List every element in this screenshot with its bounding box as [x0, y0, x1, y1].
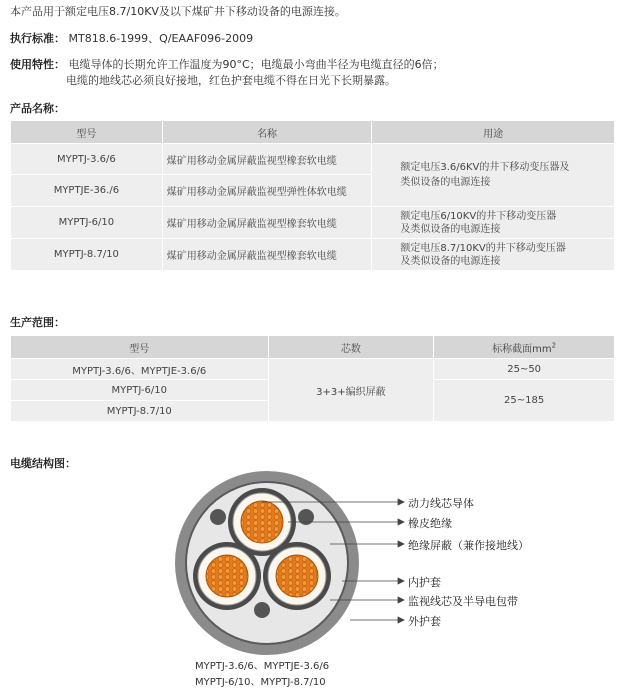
table-row	[11, 207, 615, 239]
range-cores: 3+3+编织屏蔽	[268, 359, 434, 422]
range-model: MYPTJ-3.6/6、MYPTJE-3.6/6	[11, 359, 269, 380]
product-model: MYPTJ-3.6/6	[11, 144, 163, 175]
product-name: 煤矿用移动金属屏蔽监视型橡套软电缆	[162, 144, 372, 175]
product-use	[372, 239, 615, 271]
label-monitor-core: 监视线芯及半导电包带	[408, 595, 518, 608]
product-table-header	[11, 121, 615, 144]
product-name: 煤矿用移动金属屏蔽监视型弹性体软电缆	[162, 175, 372, 207]
table-row	[11, 144, 615, 175]
diagram-models-line1: MYPTJ-3.6/6、MYPTJE-3.6/6	[195, 661, 330, 672]
product-model: MYPTJE-36./6	[11, 175, 163, 207]
header-section-label: 标称截面mm	[492, 343, 552, 355]
monitor-core	[254, 602, 270, 618]
intro-text: 本产品用于额定电压8.7/10KV及以下煤矿井下移动设备的电源连接。	[10, 5, 346, 18]
product-use	[372, 144, 615, 207]
use-line: 额定电压6/10KV的井下移动变压器	[400, 210, 557, 222]
standard-line	[10, 31, 253, 47]
header-model: 型号	[11, 336, 269, 359]
header-model: 型号	[11, 121, 163, 144]
use-line: 及类似设备的电源连接	[400, 223, 501, 235]
table-row	[11, 359, 615, 380]
usage-text-1: 电缆导体的长期允许工作温度为90°C；电缆最小弯曲半径为电缆直径的6倍；	[68, 58, 444, 71]
header-use: 用途	[372, 121, 615, 144]
header-cores: 芯数	[268, 336, 434, 359]
product-name: 煤矿用移动金属屏蔽监视型橡套软电缆	[162, 207, 372, 239]
range-heading: 生产范围：	[10, 316, 65, 329]
header-section	[434, 336, 615, 359]
usage-line1	[10, 57, 444, 73]
product-use	[372, 207, 615, 239]
monitor-core	[210, 509, 226, 525]
product-name: 煤矿用移动金属屏蔽监视型橡套软电缆	[162, 239, 372, 271]
product-model: MYPTJ-6/10	[11, 207, 163, 239]
product-model: MYPTJ-8.7/10	[11, 239, 163, 271]
diagram-heading: 电缆结构图：	[10, 457, 76, 470]
power-core-right	[263, 542, 331, 610]
standard-value: MT818.6-1999、Q/EAAF096-2009	[68, 32, 254, 45]
label-outer-sheath: 外护套	[408, 615, 441, 628]
label-insulation-shield: 绝缘屏蔽（兼作接地线）	[408, 539, 529, 552]
usage-label: 使用特性：	[10, 58, 65, 71]
use-line: 及类似设备的电源连接	[400, 255, 501, 267]
use-line: 额定电压8.7/10KV的井下移动变压器	[400, 242, 566, 254]
usage-text-2: 电缆的地线芯必须良好接地，红色护套电缆不得在日光下长期暴露。	[66, 74, 396, 87]
cable-cross-section-diagram	[0, 460, 620, 660]
standard-label: 执行标准：	[10, 32, 65, 45]
diagram-models-line2: MYPTJ-6/10、MYPTJ-8.7/10	[195, 677, 326, 688]
range-table-header	[11, 336, 615, 359]
table-row	[11, 239, 615, 271]
label-insulation: 橡皮绝缘	[408, 517, 452, 530]
product-heading: 产品名称：	[10, 102, 65, 115]
header-name: 名称	[162, 121, 372, 144]
label-inner-sheath: 内护套	[408, 576, 441, 589]
use-line: 类似设备的电源连接	[400, 177, 491, 188]
range-table	[10, 335, 615, 422]
use-line: 额定电压3.6/6KV的井下移动变压器及	[400, 162, 570, 173]
header-section-sup: 2	[551, 341, 557, 350]
monitor-core	[298, 509, 314, 525]
range-section: 25~50	[434, 359, 615, 380]
range-model: MYPTJ-6/10	[11, 380, 269, 401]
label-conductor: 动力线芯导体	[408, 497, 474, 510]
product-table	[10, 120, 615, 271]
range-model: MYPTJ-8.7/10	[11, 401, 269, 422]
range-section: 25~185	[434, 380, 615, 422]
power-core-left	[193, 542, 261, 610]
